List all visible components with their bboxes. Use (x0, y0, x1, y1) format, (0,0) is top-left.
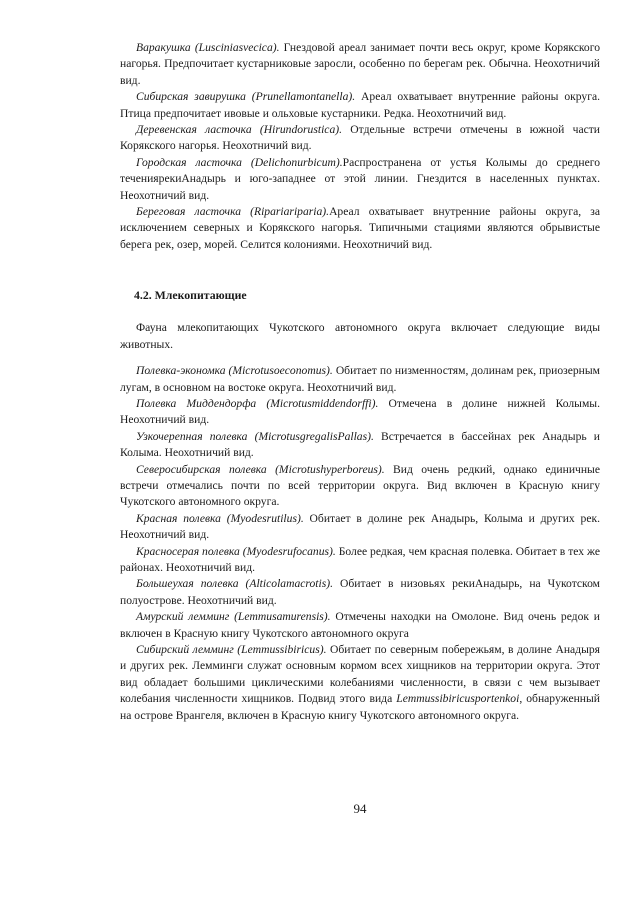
section-heading: 4.2. Млекопитающие (134, 288, 247, 303)
species-description: Ареал охватывает внутренние районы округа, за исключением северных и Корякского нагорья. Типичными стациями являются обрывистые берега рек, озер, морей. Селится колониями. Неохотничий вид. (120, 205, 600, 251)
species-name: Варакушка (Lusciniasvecica). (136, 41, 280, 54)
species-paragraph (120, 40, 600, 89)
species-description: Гнездовой ареал занимает почти весь округ, кроме Корякского нагорья. Предпочитает кустарниковые заросли, особенно по берегам рек. Обычна. Неохотничий вид. (120, 41, 600, 87)
species-name: Полевка Миддендорфа (Microtusmiddendorffi). (136, 396, 379, 410)
species-description: Обитает по северным побережьям, в долине Анадыря и других рек. Лемминги служат основным кормом всех хищников на территории округа. Этот вид обладает большими циклическими колебаниями численности, в связи с чем вызывает колебания численности хищников. Подвид этого вида (120, 643, 600, 706)
species-name: Полевка-экономка (Microtusoeconomus). (136, 364, 333, 378)
species-name: Сибирская завирушка (Prunellamontanella). (136, 90, 356, 104)
species-paragraph (120, 544, 600, 577)
species-name: Красносерая полевка (Myodesrufocanus). (136, 544, 336, 558)
species-name: Городская ласточка (Delichonurbicum). (136, 155, 343, 169)
species-description-continued: , обнаруженный на острове Врангеля, включен в Красную книгу Чукотского автономного округа. (120, 692, 601, 722)
species-paragraph (120, 609, 600, 642)
species-paragraph (120, 122, 600, 155)
species-description: Отмечена в долине нижней Колымы. Неохотничий вид. (120, 396, 600, 427)
species-paragraph (120, 642, 600, 724)
species-paragraph (120, 576, 600, 609)
species-paragraph (120, 396, 600, 429)
species-paragraph (120, 89, 600, 122)
species-paragraph (120, 155, 600, 204)
subspecies-name: Lemmussibiricusportenkoi (396, 692, 520, 706)
species-description: Обитает в низовьях рекиАнадырь, на Чукотском полуострове. Неохотничий вид. (120, 577, 601, 607)
species-description: Отдельные встречи отмечены в южной части Корякского нагорья. Неохотничий вид. (120, 123, 601, 153)
species-paragraph (120, 462, 600, 511)
species-name: Большеухая полевка (Alticolamacrotis). (136, 577, 333, 591)
species-name: Красная полевка (Myodesrutilus). (136, 511, 304, 525)
species-name: Узкочерепная полевка (MicrotusgregalisPallas). (136, 429, 374, 443)
species-name: Амурский лемминг (Lemmusamurensis). (136, 610, 331, 624)
species-description: Распространена от устья Колымы до среднего течениярекиАнадырь и юго-западнее от этой линии. Гнездится в населенных пунктах. Неохотничий вид. (120, 155, 600, 202)
species-description: Более редкая, чем красная полевка. Обитает в тех же районах. Неохотничий вид. (120, 544, 600, 574)
species-name: Сибирский лемминг (Lemmussibiricus). (136, 643, 327, 656)
species-paragraph (120, 511, 600, 544)
species-description: Отмечены находки на Омолоне. Вид очень редок и включен в Красную книгу Чукотского автономного округа (120, 610, 600, 640)
species-description: Встречается в бассейнах рек Анадырь и Колыма. Неохотничий вид. (120, 429, 600, 460)
species-paragraph (120, 363, 600, 396)
species-description: Обитает по низменностям, долинам рек, приозерным лугам, в основном на востоке округа. Неохотничий вид. (120, 364, 600, 394)
species-description: Обитает в долине рек Анадырь, Колыма и других рек. Неохотничий вид. (120, 511, 600, 542)
page-number: 94 (353, 801, 367, 816)
species-name: Деревенская ласточка (Hirundorustica). (136, 123, 343, 137)
section-intro: Фауна млекопитающих Чукотского автономного округа включает следующие виды животных. (120, 321, 600, 351)
species-paragraph (120, 204, 600, 253)
species-name: Северосибирская полевка (Microtushyperboreus). (136, 462, 385, 476)
species-description: Ареал охватывает внутренние районы округа. Птица предпочитает ивовые и ольховые кустарники. Редка. Неохотничий вид. (120, 90, 601, 120)
species-name: Береговая ласточка (Ripariariparia). (136, 205, 330, 219)
species-description: Вид очень редкий, однако единичные встречи отмечались почти по всей территории округа. Вид включен в Красную книгу Чукотского автономного округа. (120, 462, 600, 509)
species-paragraph (120, 429, 600, 462)
